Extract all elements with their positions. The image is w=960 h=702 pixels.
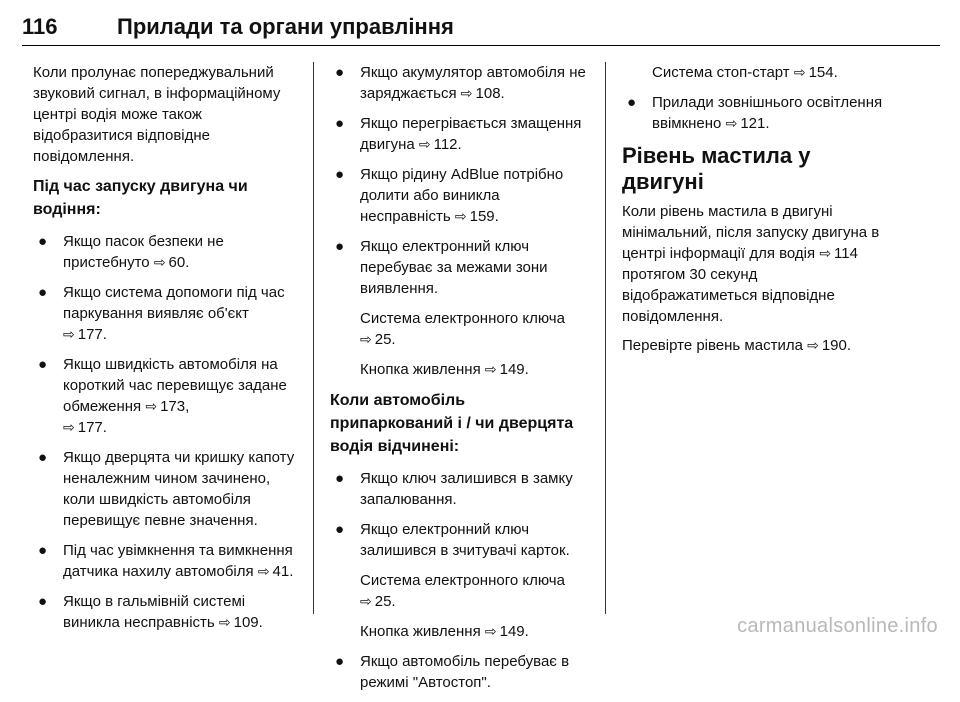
bullet-icon: ●: [335, 166, 345, 183]
list-item: ● Якщо пасок безпеки не пристебнуто ⇨ 60.: [38, 233, 224, 271]
arrow-reference-icon: ⇨: [63, 326, 75, 342]
list-item: ● Якщо ключ залишився в замку запалювання.: [335, 470, 573, 508]
arrow-reference-icon: ⇨: [360, 331, 372, 347]
cross-reference-note: Кнопка живлення ⇨ 149.: [360, 361, 529, 378]
cross-reference-note: Система стоп-старт ⇨ 154.: [652, 64, 838, 81]
bullet-icon: ●: [38, 284, 48, 301]
page-reference[interactable]: ⇨ 149.: [484, 623, 529, 640]
page-reference[interactable]: ⇨ 177.: [63, 419, 107, 436]
list-item: ● Якщо швидкість автомобіля на короткий час перевищує задане обмеження ⇨ 173, ⇨ 177.: [38, 356, 287, 436]
bullet-icon: ●: [335, 470, 345, 487]
page-reference[interactable]: ⇨ 114: [819, 245, 858, 262]
arrow-reference-icon: ⇨: [819, 245, 832, 261]
arrow-reference-icon: ⇨: [145, 398, 158, 414]
page-reference[interactable]: ⇨ 108.: [460, 85, 505, 102]
page-reference[interactable]: ⇨ 121.: [725, 115, 770, 132]
arrow-reference-icon: ⇨: [460, 85, 473, 101]
cross-reference-note: Система електронного ключа ⇨ 25.: [360, 572, 565, 610]
arrow-reference-icon: ⇨: [484, 361, 497, 377]
list-item: ● Якщо система допомоги під час паркування виявляє об'єкт ⇨ 177.: [38, 284, 285, 343]
page-reference[interactable]: ⇨ 149.: [484, 361, 529, 378]
arrow-reference-icon: ⇨: [807, 337, 819, 353]
warning-list-continued: [330, 62, 592, 299]
page-reference[interactable]: ⇨ 159.: [454, 208, 499, 225]
list-item: ● Якщо акумулятор автомобіля не заряджається ⇨ 108.: [335, 64, 586, 102]
warning-list-driving: [33, 231, 305, 633]
section-title-oil-level: Рівень мастила у двигуні: [622, 143, 811, 194]
list-item: ● Прилади зовнішнього освітлення ввімкнено ⇨ 121.: [627, 94, 883, 132]
column-divider-2: [605, 62, 606, 614]
page-reference[interactable]: ⇨ 41.: [257, 563, 294, 580]
oil-level-paragraph: Коли рівень мастила в двигуні мінімальний, після запуску двигуна в центрі інформації для водія ⇨ 114 протягом 30 секунд відображатиметься відповідне повідомлення.: [622, 203, 880, 325]
bullet-icon: ●: [38, 449, 48, 466]
list-item: ● Якщо перегрівається змащення двигуна ⇨ 112.: [335, 115, 582, 153]
column-divider-1: [313, 62, 314, 614]
bullet-icon: ●: [335, 64, 345, 81]
column-2: [330, 62, 592, 702]
list-item: ● Під час увімкнення та вимкнення датчика нахилу автомобіля ⇨ 41.: [38, 542, 294, 580]
bullet-icon: ●: [38, 542, 48, 559]
bullet-icon: ●: [627, 94, 637, 111]
intro-paragraph: Коли пролунає попереджувальний звуковий сигнал, в інформаційному центрі водія може також відобразитися відповідне повідомлення.: [33, 64, 281, 165]
bullet-icon: ●: [335, 238, 345, 255]
arrow-reference-icon: ⇨: [454, 208, 467, 224]
list-item: ● Якщо автомобіль перебуває в режимі "Автостоп".: [335, 653, 570, 691]
arrow-reference-icon: ⇨: [725, 115, 738, 131]
list-item: ● Якщо дверцята чи кришку капоту неналежним чином зачинено, коли швидкість автомобіля перевищує певне значення.: [38, 449, 295, 529]
section-heading-driving: Під час запуску двигуна чи водіння:: [33, 178, 248, 218]
list-item: ● Якщо електронний ключ перебуває за межами зони виявлення.: [335, 238, 548, 297]
page-reference[interactable]: ⇨ 25.: [360, 331, 396, 348]
arrow-reference-icon: ⇨: [218, 614, 231, 630]
arrow-reference-icon: ⇨: [257, 563, 270, 579]
oil-check-paragraph: Перевірте рівень мастила ⇨ 190.: [622, 337, 852, 354]
warning-list-parked: [330, 468, 592, 561]
cross-reference-note: Система електронного ключа ⇨ 25.: [360, 310, 565, 348]
bullet-icon: ●: [38, 356, 48, 373]
page-header: [22, 10, 940, 46]
bullet-icon: ●: [335, 521, 345, 538]
page-reference[interactable]: ⇨ 109.: [218, 614, 263, 631]
section-heading-parked: Коли автомобіль припаркований і / чи дверцята водія відчинені:: [330, 392, 574, 455]
list-item: ● Якщо в гальмівній системі виникла несправність ⇨ 109.: [38, 593, 263, 631]
cross-reference-note: Кнопка живлення ⇨ 149.: [360, 623, 529, 640]
watermark: carmanualsonline.info: [737, 615, 938, 637]
arrow-reference-icon: ⇨: [418, 136, 431, 152]
arrow-reference-icon: ⇨: [63, 419, 75, 435]
page-reference[interactable]: ⇨ 190.: [807, 337, 852, 354]
warning-list-lights: [622, 92, 892, 134]
page-reference[interactable]: ⇨ 25.: [360, 593, 396, 610]
page-reference[interactable]: ⇨ 173,: [145, 398, 190, 415]
page-reference[interactable]: ⇨ 154.: [793, 64, 838, 81]
bullet-icon: ●: [38, 233, 48, 250]
page-reference[interactable]: ⇨ 177.: [63, 326, 107, 343]
page-number: 116: [22, 14, 58, 39]
arrow-reference-icon: ⇨: [153, 254, 166, 270]
column-1: [33, 62, 305, 642]
arrow-reference-icon: ⇨: [360, 593, 372, 609]
bullet-icon: ●: [335, 115, 345, 132]
arrow-reference-icon: ⇨: [793, 64, 806, 80]
list-item: ● Якщо електронний ключ залишився в зчитувачі карток.: [335, 521, 570, 559]
chapter-title: Прилади та органи управління: [117, 14, 454, 39]
column-3: [622, 62, 892, 364]
page-reference[interactable]: ⇨ 60.: [153, 254, 190, 271]
list-item: ● Якщо рідину AdBlue потрібно долити або виникла несправність ⇨ 159.: [335, 166, 564, 225]
bullet-icon: ●: [38, 593, 48, 610]
bullet-icon: ●: [335, 653, 345, 670]
page-reference[interactable]: ⇨ 112.: [418, 136, 462, 153]
arrow-reference-icon: ⇨: [484, 623, 497, 639]
warning-list-autostop: [330, 651, 592, 693]
